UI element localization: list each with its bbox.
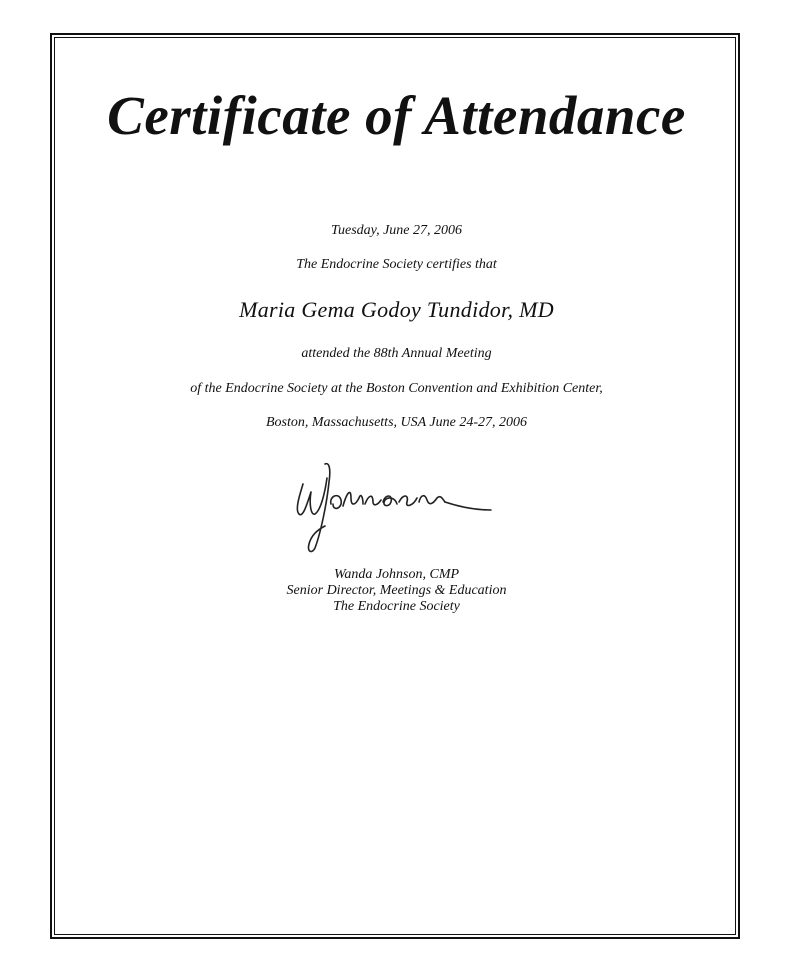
signatory-organization: The Endocrine Society: [333, 599, 460, 614]
signatory-name: Wanda Johnson, CMP: [333, 567, 460, 582]
signature-image: [285, 452, 500, 562]
signatory-title: Senior Director, Meetings & Education: [286, 583, 507, 598]
certificate-date: Tuesday, June 27, 2006: [330, 223, 463, 238]
certifies-line: The Endocrine Society certifies that: [296, 257, 497, 272]
venue-line: of the Endocrine Society at the Boston Convention and Exhibition Center,: [190, 381, 603, 396]
location-line: Boston, Massachusetts, USA June 24-27, 2006: [265, 415, 528, 430]
attended-line: attended the 88th Annual Meeting: [301, 346, 492, 361]
certificate-title: Certificate of Attendance: [107, 85, 686, 146]
recipient-name: Maria Gema Godoy Tundidor, MD: [239, 297, 554, 322]
